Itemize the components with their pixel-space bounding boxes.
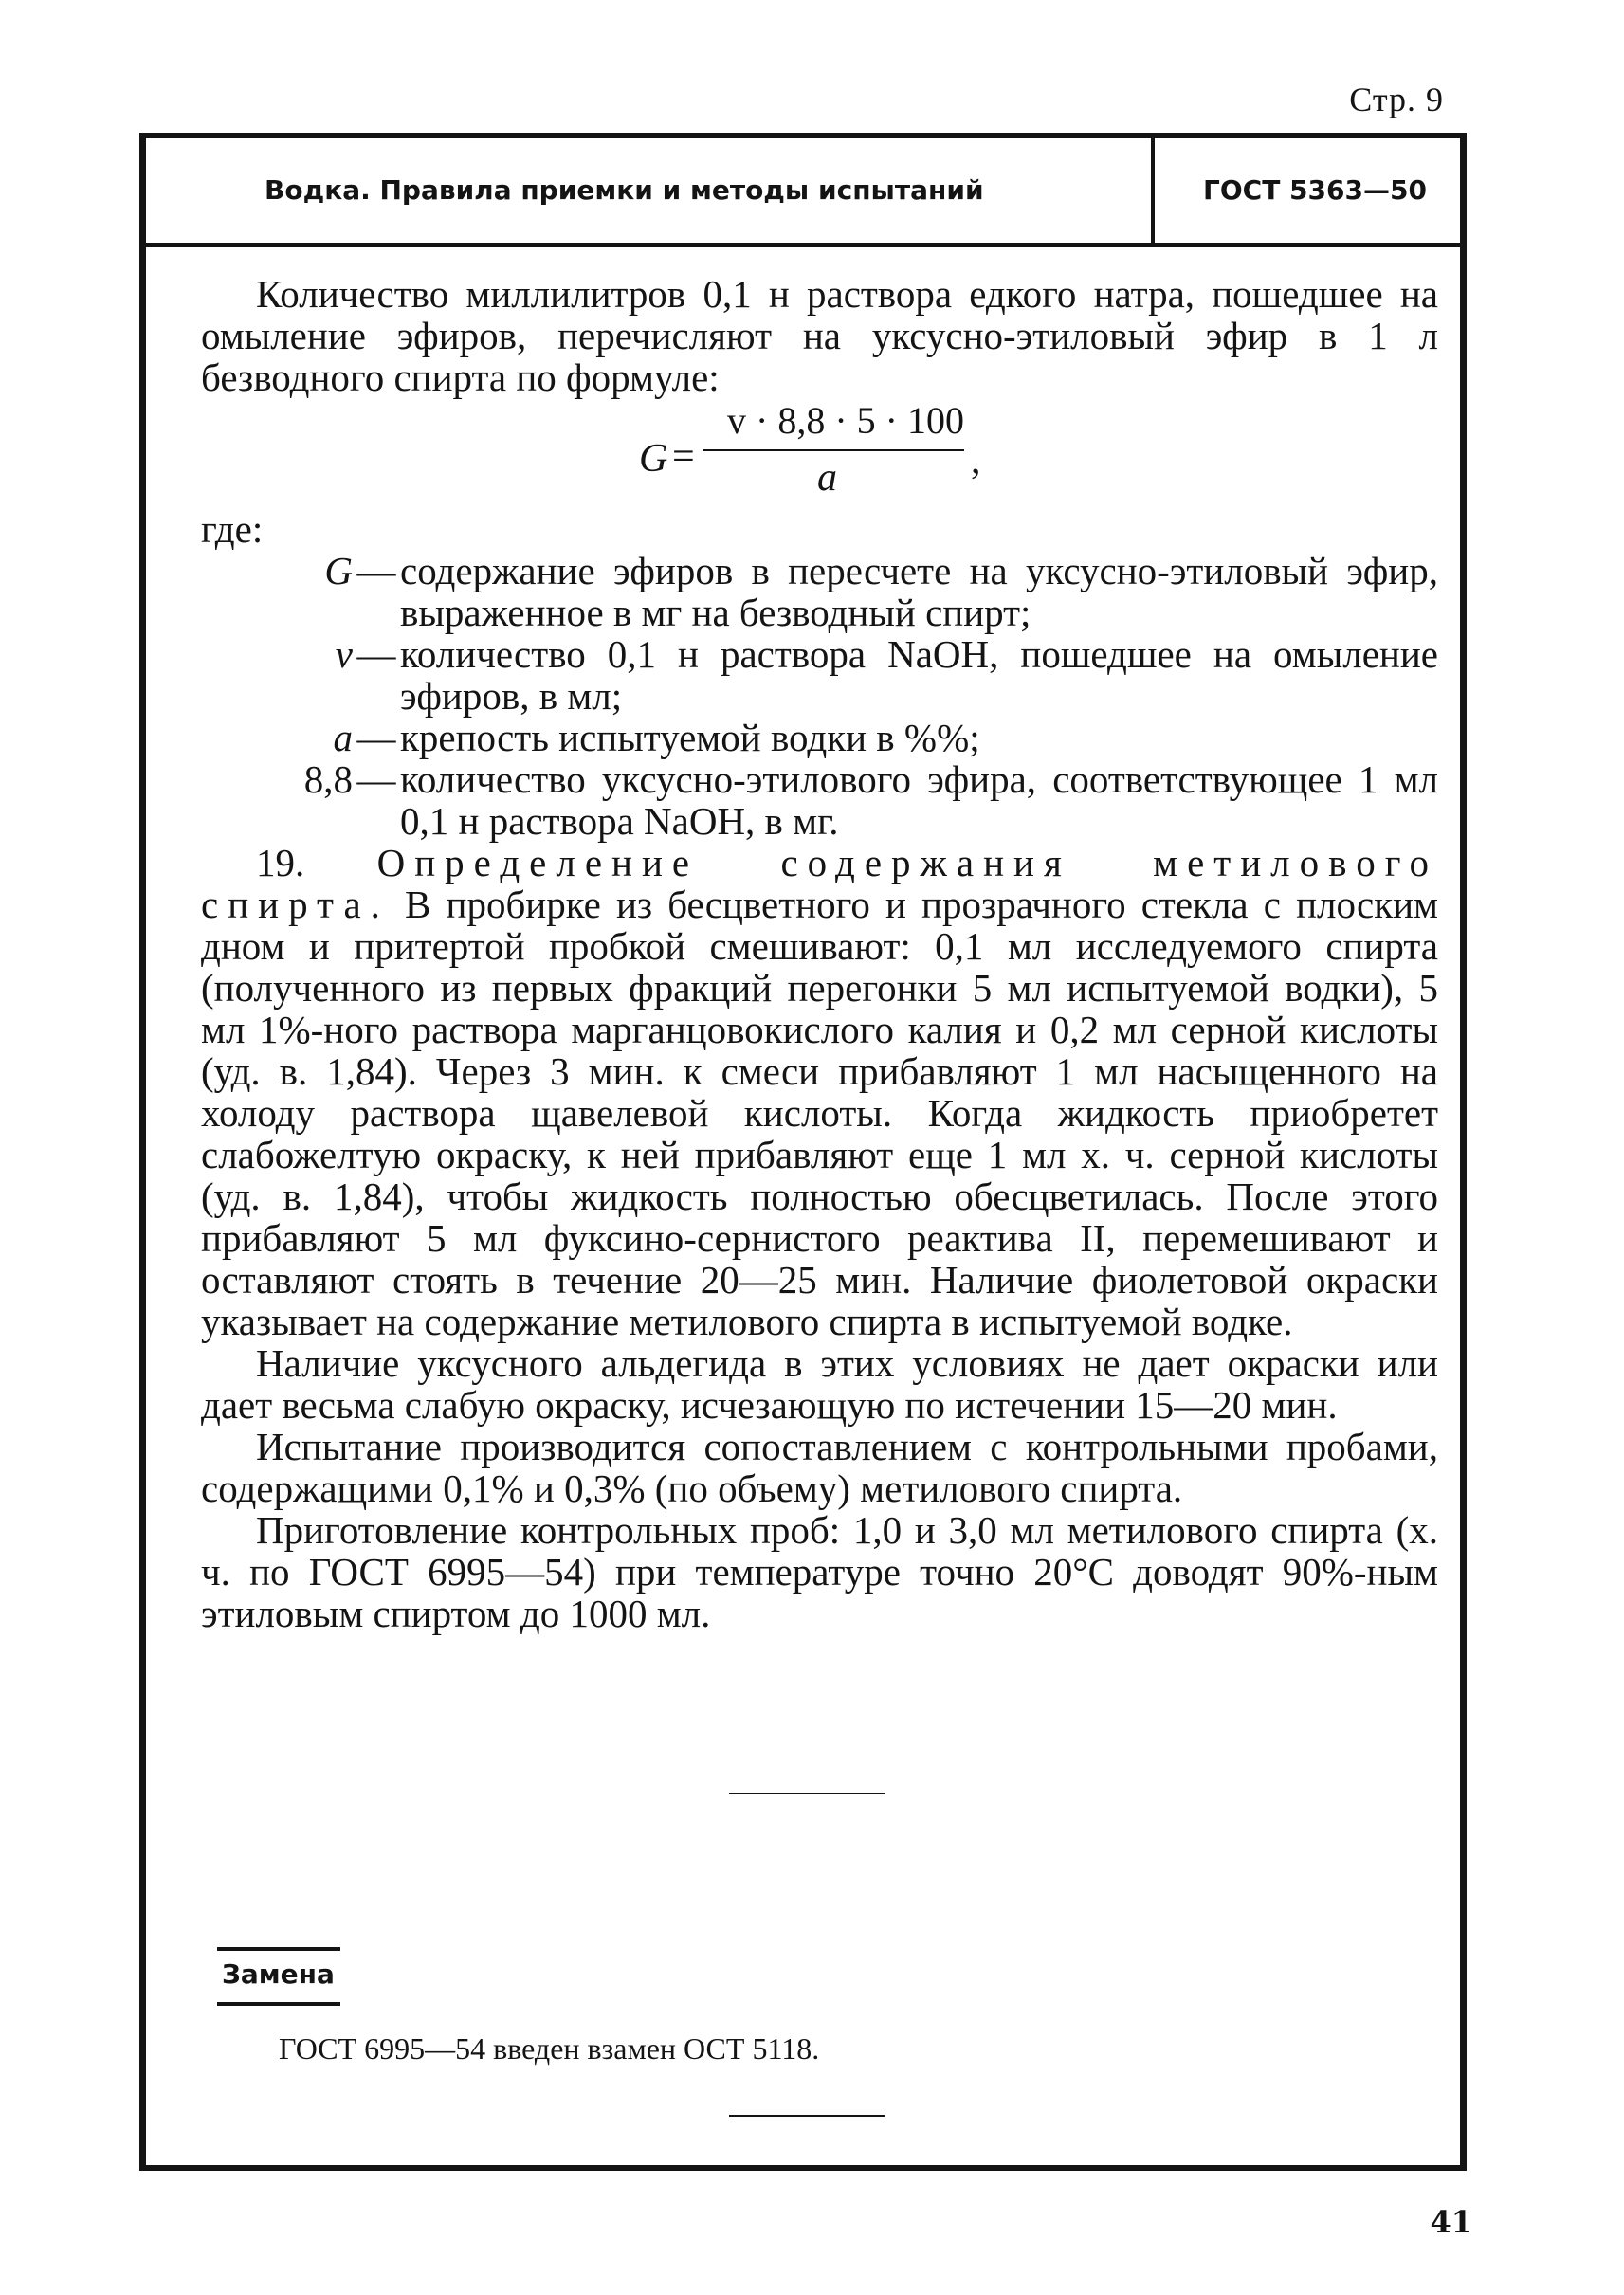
paragraph: Наличие уксусного альдегида в этих условиях не дает окраски или дает весьма слабую окраску, исчезающую по истечении 15—20 мин. [201,1341,1438,1427]
definition-item [201,550,1438,633]
page-number: 41 [1430,2204,1472,2240]
section-rule [729,1793,885,1794]
page-label: Стр. 9 [1349,81,1444,118]
section-number: 19. [256,841,305,884]
standard-code: ГОСТ 5363—50 [1203,174,1427,206]
where-label: где: [201,507,264,551]
footnote-rule-bottom [217,2002,340,2006]
definition-symbol: G [324,549,353,592]
footnote-rule-top [217,1947,340,1951]
definition-symbol: 8,8 [303,757,353,801]
definitions-list [201,550,1438,842]
fraction-bar [703,449,964,451]
definition-item [201,717,1438,758]
definition-item [201,758,1438,842]
formula [201,399,1438,506]
formula-comma: , [971,439,981,483]
formula-numerator: v · 8,8 · 5 · 100 [727,399,964,442]
formula-lhs: G [639,437,668,481]
standard-title: Водка. Правила приемки и методы испытаний [265,174,984,206]
definition-dash: — [356,632,396,676]
section-19 [201,842,1438,1342]
intro-paragraph: Количество миллилитров 0,1 н раствора едкого натра, пошедшее на омыление эфиров, перечисляют на уксусно-этиловый эфир в 1 л безводного спирта по формуле: [201,272,1438,399]
definition-symbol: v [335,632,353,676]
section-heading: Определение содержания метилового спирта. [201,841,1438,926]
standard-header [146,138,1460,247]
closing-rule [729,2115,885,2117]
definition-text: содержание эфиров в пересчете на уксусно-этиловый эфир, выраженное в мг на безводный спирт; [400,549,1438,634]
definition-dash: — [356,716,396,759]
formula-equals: = [672,435,695,479]
document-body [201,273,1438,1634]
section-text: В пробирке из бесцветного и прозрачного стекла с плоским дном и притертой пробкой смешивают: 0,1 мл исследуемого спирта (полученного из первых фракций перегонки 5 мл испытуемой водки), 5 мл 1%-ного раствора марганцовокислого калия и 0,2 мл серной кислоты (уд. в. 1,84). Через 3 мин. к смеси прибавляют 1 мл насыщенного на холоду раствора щавелевой кислоты. Когда жидкость приобретет слабожелтую окраску, к ней прибавляют еще 1 мл х. ч. серной кислоты (уд. в. 1,84), чтобы жидкость полностью обесцветилась. После этого прибавляют 5 мл фуксино-сернистого реактива II, перемешивают и оставляют стоять в течение 20—25 мин. Наличие фиолетовой окраски указывает на содержание метилового спирта в испытуемой водке. [201,883,1438,1343]
definition-text: количество 0,1 н раствора NaOH, пошедшее на омыление эфиров, в мл; [400,632,1438,718]
paragraph: Приготовление контрольных проб: 1,0 и 3,0 мл метилового спирта (х. ч. по ГОСТ 6995—54) при температуре точно 20°С доводят 90%-ным этиловым спиртом до 1000 мл. [201,1508,1438,1635]
paragraph: Испытание производится сопоставлением с контрольными пробами, содержащими 0,1% и 0,3% (по объему) метилового спирта. [201,1425,1438,1510]
footnote-text: ГОСТ 6995—54 введен взамен ОСТ 5118. [279,2031,820,2066]
header-divider [1151,138,1155,243]
definition-text: количество уксусно-этилового эфира, соответствующее 1 мл 0,1 н раствора NaOH, в мг. [400,757,1438,843]
definition-dash: — [356,757,396,801]
page-frame [139,133,1467,2171]
footnote-label: Замена [222,1958,335,1990]
definition-symbol: a [333,716,353,759]
definition-item [201,633,1438,717]
formula-denominator: a [817,456,837,500]
definition-dash: — [356,549,396,592]
definition-text: крепость испытуемой водки в %%; [400,716,980,759]
